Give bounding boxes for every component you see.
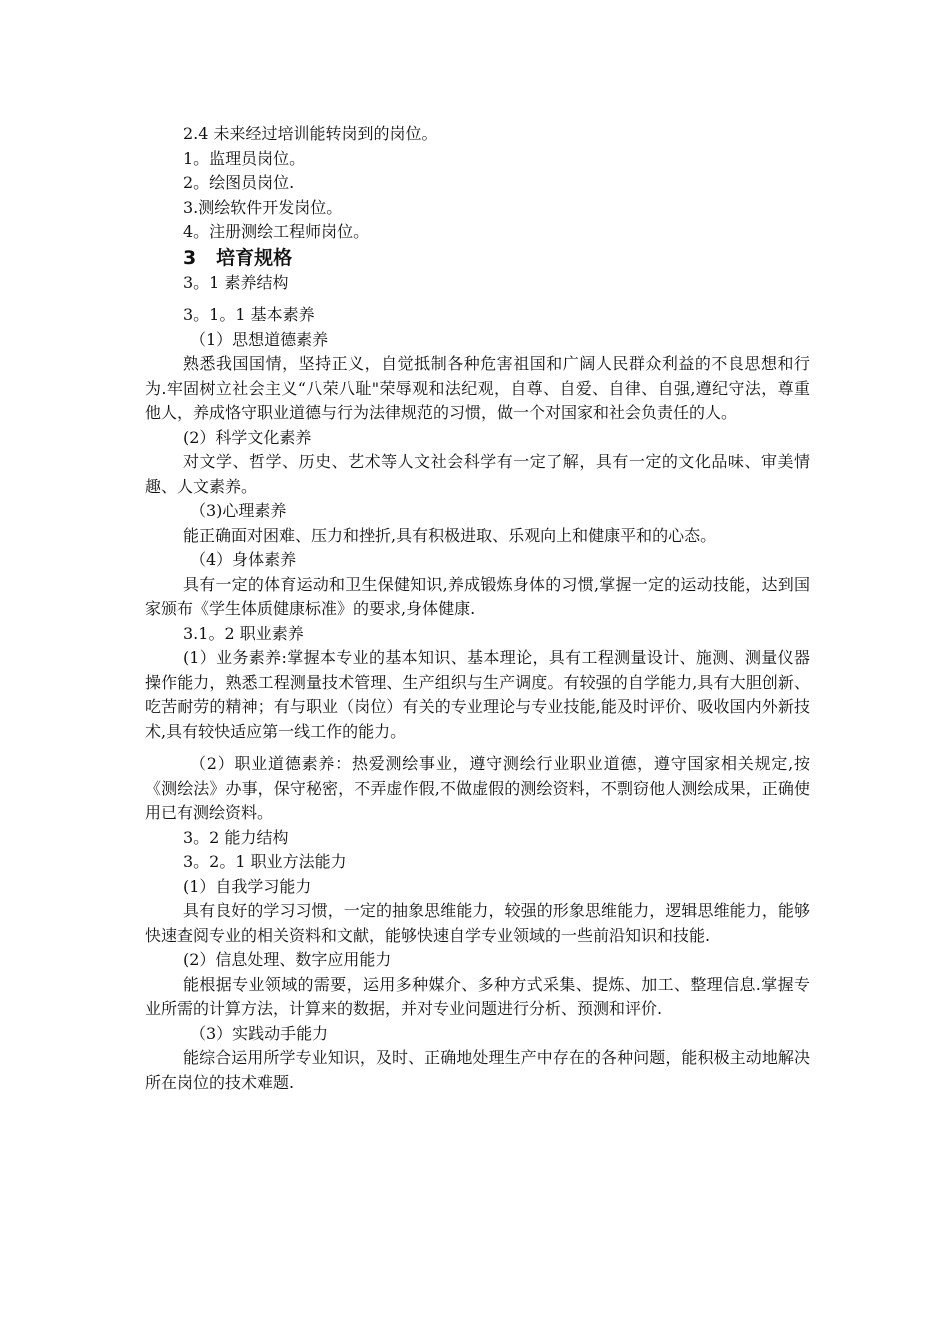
paragraph-title: (2）科学文化素养: [183, 427, 312, 447]
paragraph-text: 具有良好的学习习惯，一定的抽象思维能力，较强的形象思维能力，逻辑思维能力，能够快速查阅专业的相关资料和文献，能够快速自学专业领域的一些前沿知识和技能.: [145, 901, 810, 945]
subsection-3-1: 3。1 素养结构: [183, 272, 289, 292]
paragraph-title: （3）实践动手能力: [190, 1023, 329, 1043]
subsection-3-1-1: 3。1。1 基本素养: [183, 305, 315, 324]
list-item: 2。绘图员岗位.: [183, 173, 295, 192]
paragraph-text: 能正确面对困难、压力和挫折,具有积极进取、乐观向上和健康平和的心态。: [183, 525, 717, 545]
paragraph-text: (1）业务素养:掌握本专业的基本知识、基本理论，具有工程测量设计、施测、测量仪器操作能力，熟悉工程测量技术管理、生产组织与生产调度。有较强的自学能力,具有大胆创新、吃苦耐劳的精神；有与职业（岗位）有关的专业理论与专业技能,能及时评价、吸收国内外新技术,具有较快适应第一线工作的能力。: [145, 648, 810, 741]
heading-number: 3: [183, 246, 197, 269]
paragraph-text: 对文学、哲学、历史、艺术等人文社会科学有一定了解，具有一定的文化品味、审美情趣、人文素养。: [145, 452, 810, 496]
paragraph-title: （1）思想道德素养: [190, 329, 329, 349]
list-item: 4。注册测绘工程师岗位。: [183, 222, 370, 241]
section-2-4-title: 2.4 未来经过培训能转岗到的岗位。: [183, 124, 438, 143]
paragraph-title: （4）身体素养: [190, 550, 297, 569]
heading-title: 培育规格: [216, 246, 293, 269]
list-item: 3.测绘软件开发岗位。: [183, 197, 343, 217]
paragraph-title: (2）信息处理、数字应用能力: [183, 950, 392, 969]
paragraph-text: 具有一定的体育运动和卫生保健知识,养成锻炼身体的习惯,掌握一定的运动技能，达到国家颁布《学生体质健康标准》的要求,身体健康.: [145, 574, 810, 618]
subsection-3-2-1: 3。2。1 职业方法能力: [183, 852, 347, 871]
subsection-3-2: 3。2 能力结构: [183, 827, 289, 847]
paragraph-title: （3)心理素养: [190, 501, 287, 520]
section-3-heading: [145, 245, 810, 271]
document-body: [145, 122, 810, 1095]
subsection-3-1-2: 3.1。2 职业素养: [183, 623, 304, 643]
paragraph-text: 能根据专业领域的需要，运用多种媒介、多种方式采集、提炼、加工、整理信息.掌握专业所需的计算方法，计算来的数据，并对专业问题进行分析、预测和评价.: [145, 974, 810, 1018]
paragraph-text: 能综合运用所学专业知识，及时、正确地处理生产中存在的各种问题，能积极主动地解决所在岗位的技术难题.: [145, 1048, 810, 1092]
paragraph-text: （2）职业道德素养：热爱测绘事业，遵守测绘行业职业道德，遵守国家相关规定,按《测绘法》办事，保守秘密，不弄虚作假,不做虚假的测绘资料，不剽窃他人测绘成果，正确使用已有测绘资料。: [145, 754, 810, 822]
paragraph-text: 熟悉我国国情，坚持正义，自觉抵制各种危害祖国和广阔人民群众利益的不良思想和行为.牢固树立社会主义“八荣八耻"荣辱观和法纪观，自尊、自爱、自律、自强,遵纪守法，尊重他人，养成恪守职业道德与行为法律规范的习惯，做一个对国家和社会负责任的人。: [145, 354, 810, 422]
list-item: 1。监理员岗位。: [183, 148, 306, 168]
paragraph-title: (1）自我学习能力: [183, 876, 312, 896]
